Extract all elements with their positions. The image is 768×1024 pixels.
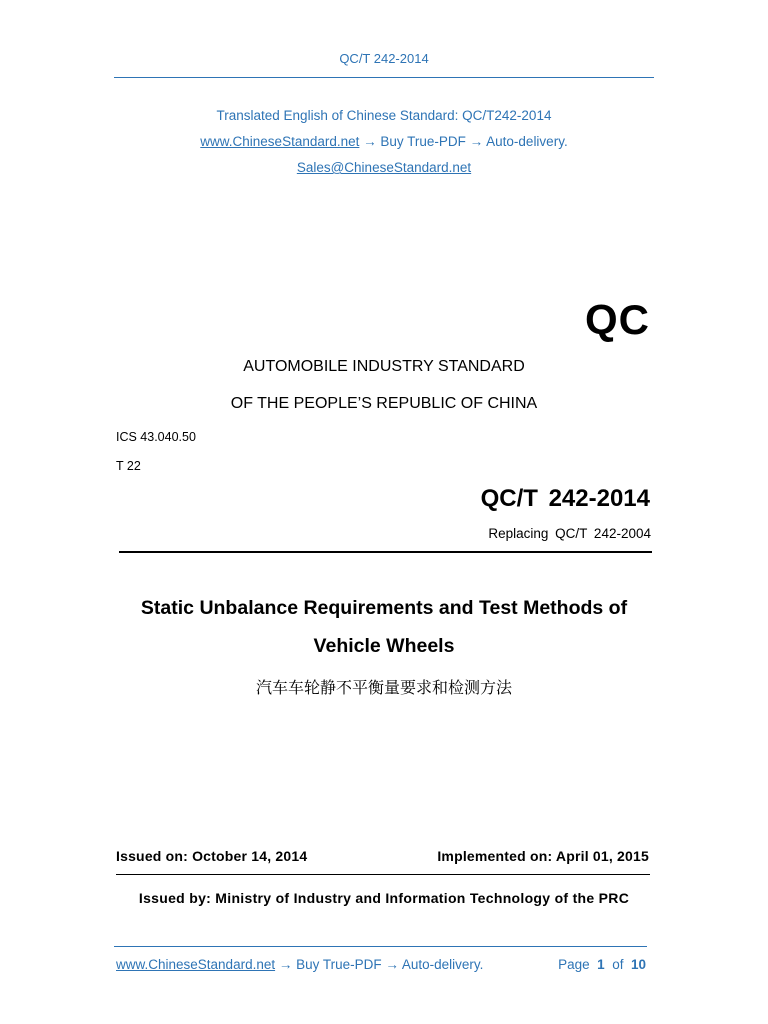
issued-on-date: Issued on: October 14, 2014 xyxy=(116,848,308,864)
document-title-chinese: 汽车车轮静不平衡量要求和检测方法 xyxy=(255,678,512,697)
page-indicator xyxy=(558,957,646,972)
document-title-line2: Vehicle Wheels xyxy=(313,635,455,657)
sales-email-link[interactable]: Sales@ChineseStandard.net xyxy=(296,160,472,175)
footer-website-link[interactable]: www.ChineseStandard.net xyxy=(116,957,276,972)
footer-purchase-line xyxy=(116,957,483,972)
header-standard-code: QC/T 242-2014 xyxy=(339,51,429,66)
title-divider xyxy=(119,551,652,553)
email-line xyxy=(0,160,768,175)
footer-divider xyxy=(114,946,647,947)
header-divider xyxy=(114,77,654,78)
implemented-on-date: Implemented on: April 01, 2015 xyxy=(437,848,649,864)
page-label: Page xyxy=(558,957,590,972)
purchase-text: → Buy True-PDF → Auto-delivery. xyxy=(359,134,568,149)
purchase-line xyxy=(0,134,768,149)
issuing-authority: Issued by: Ministry of Industry and Information Technology of the PRC xyxy=(138,890,630,906)
replacing-note: Replacing QC/T 242-2004 xyxy=(488,526,651,541)
dates-divider xyxy=(116,874,650,875)
footer-purchase-text: → Buy True-PDF → Auto-delivery. xyxy=(275,957,484,972)
document-title-line1: Static Unbalance Requirements and Test Methods of xyxy=(140,597,628,619)
standard-number: QC/T 242-2014 xyxy=(480,485,650,512)
t-code: T 22 xyxy=(116,459,141,473)
page-current: 1 xyxy=(597,957,605,972)
page-of: of xyxy=(612,957,624,972)
page-total: 10 xyxy=(630,957,646,972)
ics-code: ICS 43.040.50 xyxy=(116,430,196,444)
org-title-line1: AUTOMOBILE INDUSTRY STANDARD xyxy=(243,358,525,375)
standard-mark: QC xyxy=(585,296,650,343)
website-link[interactable]: www.ChineseStandard.net xyxy=(200,134,360,149)
org-title-line2: OF THE PEOPLE’S REPUBLIC OF CHINA xyxy=(230,395,538,412)
translation-notice: Translated English of Chinese Standard: QC/T242-2014 xyxy=(216,108,552,123)
